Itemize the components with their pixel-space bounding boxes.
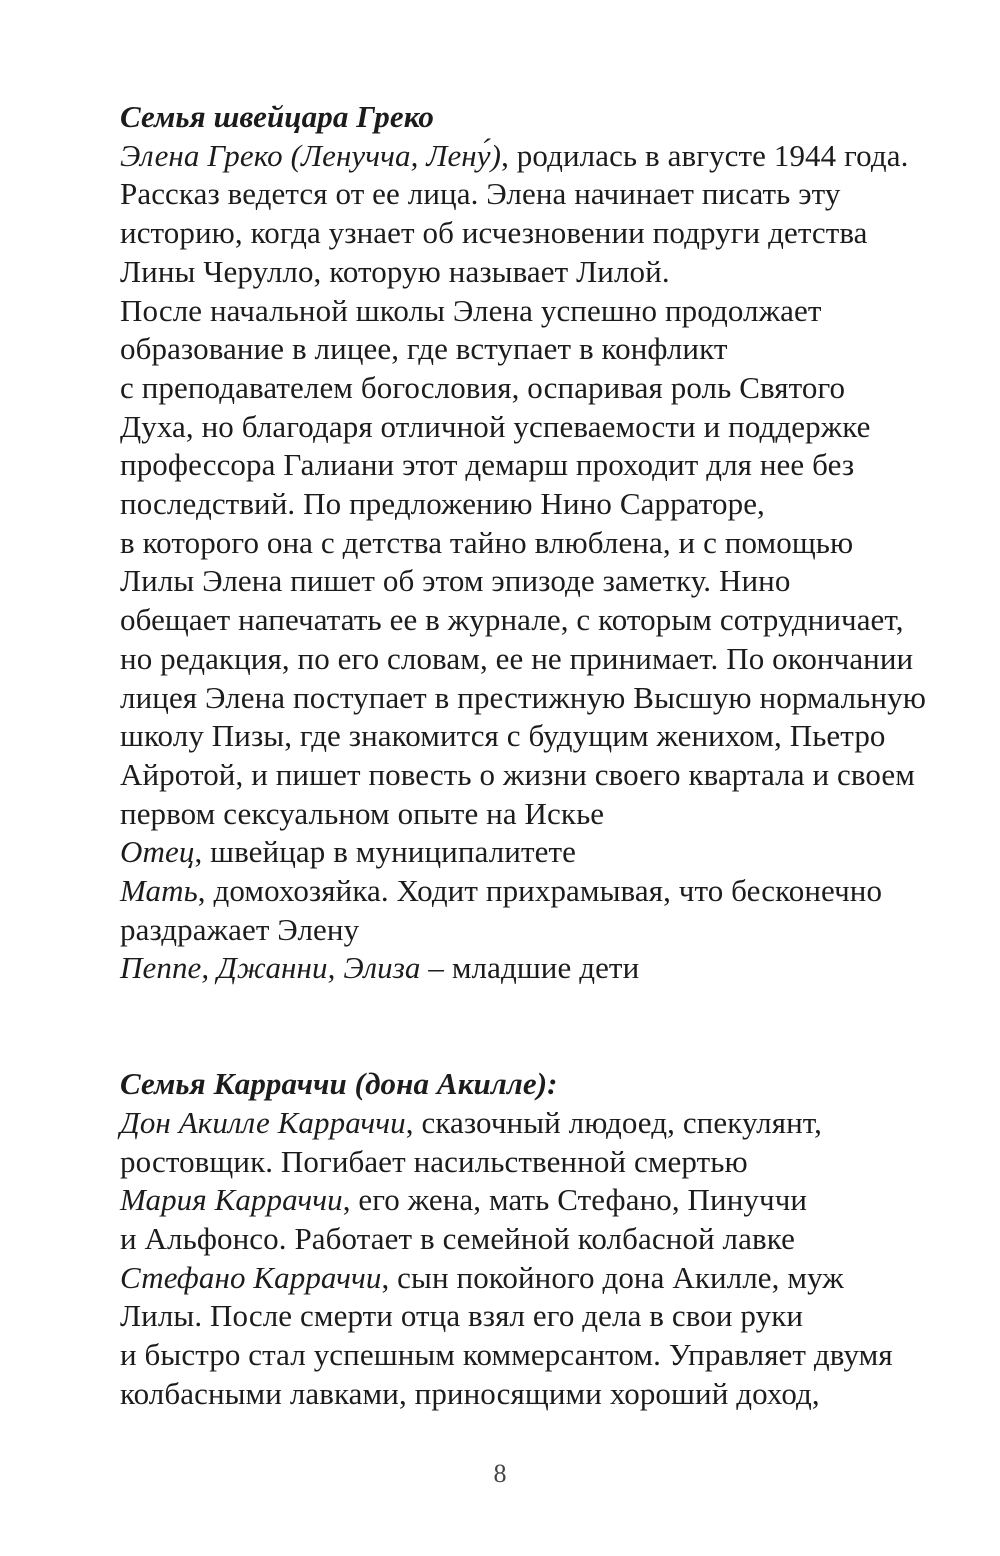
text-line	[120, 137, 950, 176]
line-text: школу Пизы, где знакомится с будущим женихом, Пьетро	[120, 718, 886, 754]
line-text: профессора Галиани этот демарш проходит для нее без	[120, 447, 855, 483]
italic-name: Мария Карраччи	[120, 1182, 343, 1218]
line-text: Айротой, и пишет повесть о жизни своего квартала и своем	[120, 756, 915, 792]
italic-name: Дон Акилле Карраччи	[120, 1104, 406, 1140]
text-line	[120, 253, 950, 292]
line-text: ростовщик. Погибает насильственной смертью	[120, 1143, 748, 1179]
line-text: обещает напечатать ее в журнале, с которым сотрудничает,	[120, 602, 904, 638]
line-text: , сын покойного дона Акилле, муж	[381, 1259, 844, 1295]
italic-name: Пеппе, Джанни, Элиза	[120, 950, 421, 986]
section-heading: Семья швейцара Греко	[120, 99, 434, 134]
text-line	[120, 911, 950, 950]
section-greco-family	[120, 98, 950, 988]
italic-name: Отец	[120, 834, 195, 870]
line-text: – младшие дети	[420, 950, 640, 986]
text-line	[120, 446, 950, 485]
text-line	[120, 1181, 950, 1220]
line-text: образование в лицее, где вступает в конфликт	[120, 331, 728, 367]
line-text: Лины Черулло, которую называет Лилой.	[120, 253, 670, 289]
line-text: первом сексуальном опыте на Искье	[120, 795, 605, 831]
text-line	[120, 485, 950, 524]
section-carracci-family	[120, 1065, 950, 1413]
text-line	[120, 214, 950, 253]
text-line	[120, 1297, 950, 1336]
line-text: колбасными лавками, приносящими хороший доход,	[120, 1375, 820, 1411]
text-line	[120, 1259, 950, 1298]
italic-name: Мать	[120, 873, 198, 909]
section-heading: Семья Карраччи (дона Акилле):	[120, 1066, 558, 1102]
page-number: 8	[493, 1459, 507, 1488]
text-line	[120, 949, 950, 988]
line-text: историю, когда узнает об исчезновении подруги детства	[120, 215, 868, 251]
line-text: Духа, но благодаря отличной успеваемости и поддержке	[120, 408, 871, 444]
text-line	[120, 756, 950, 795]
text-line	[120, 795, 950, 834]
line-text: , его жена, мать Стефано, Пинуччи	[342, 1182, 808, 1218]
line-text: раздражает Элену	[120, 911, 360, 947]
text-line	[120, 640, 950, 679]
line-text: лицея Элена поступает в престижную Высшую нормальную	[120, 679, 926, 715]
line-text: Рассказ ведется от ее лица. Элена начинает писать эту	[120, 176, 841, 212]
line-text: и Альфонсо. Работает в семейной колбасной лавке	[120, 1220, 795, 1256]
text-line	[120, 679, 950, 718]
text-line	[120, 601, 950, 640]
line-text: , родилась в августе 1944 года.	[501, 137, 909, 173]
line-text: с преподавателем богословия, оспаривая роль Святого	[120, 369, 846, 405]
text-line	[120, 562, 950, 601]
line-text: Лилы Элена пишет об этом эпизоде заметку. Нино	[120, 563, 791, 599]
line-text: , домохозяйка. Ходит прихрамывая, что бесконечно	[197, 873, 883, 909]
line-text: Лилы. После смерти отца взял его дела в свои руки	[120, 1298, 804, 1334]
page-body	[120, 98, 950, 1414]
text-line	[120, 1375, 950, 1414]
section-lines	[120, 137, 950, 988]
text-line	[120, 1336, 950, 1375]
text-line	[120, 369, 950, 408]
section-lines	[120, 1104, 950, 1414]
text-line	[120, 292, 950, 331]
line-text: и быстро стал успешным коммерсантом. Управляет двумя	[120, 1337, 893, 1373]
text-line	[120, 408, 950, 447]
italic-name: Элена Греко (Ленучча, Лену́)	[120, 137, 502, 173]
text-line	[120, 833, 950, 872]
text-line	[120, 717, 950, 756]
text-line	[120, 872, 950, 911]
italic-name: Стефано Карраччи	[120, 1259, 382, 1295]
text-line	[120, 1143, 950, 1182]
line-text: но редакция, по его словам, ее не принимает. По окончании	[120, 640, 914, 676]
text-line	[120, 175, 950, 214]
text-line	[120, 1104, 950, 1143]
text-line	[120, 524, 950, 563]
text-line	[120, 1220, 950, 1259]
line-text: После начальной школы Элена успешно продолжает	[120, 292, 822, 328]
line-text: , сказочный людоед, спекулянт,	[405, 1104, 822, 1140]
line-text: в которого она с детства тайно влюблена, и с помощью	[120, 524, 854, 560]
line-text: , швейцар в муниципалитете	[194, 834, 576, 870]
line-text: последствий. По предложению Нино Сарраторе,	[120, 486, 765, 522]
text-line	[120, 330, 950, 369]
